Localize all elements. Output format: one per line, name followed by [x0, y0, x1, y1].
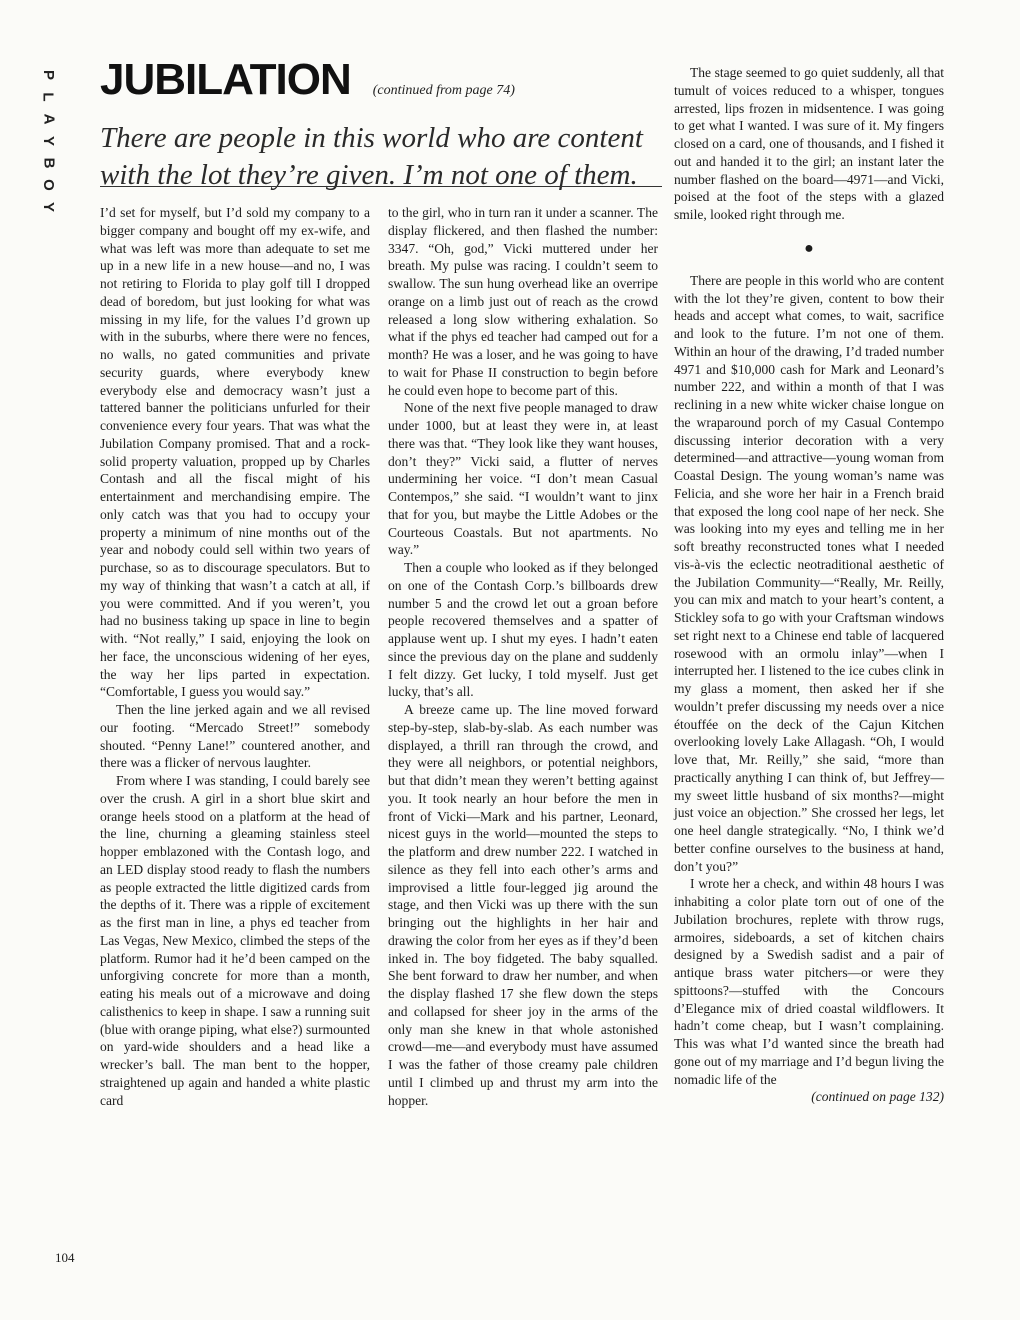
magazine-letter: Y [39, 201, 57, 213]
paragraph: The stage seemed to go quiet suddenly, all that tumult of voices reduced to a whisper, tongues arrested, lips frozen in midsentence. I was going to get what I wanted. I was sure of it. My fingers closed on a card, one of thousands, and I fished it out and handed it to the girl; an instant later the number flashed on the board—4971—and Vicki, poised at the foot of the steps with a glazed smile, looked right through me. [674, 65, 944, 222]
text-column-1 [100, 204, 370, 1109]
paragraph: Then the line jerked again and we all revised our footing. “Mercado Street!” somebody shouted. “Penny Lane!” countered another, and there was a flicker of nervous laughter. [100, 702, 370, 771]
paragraph: None of the next five people managed to draw under 1000, but at least they were in, at least there was that. “They look like they want houses, don’t they?” Vicki said, a flutter of nerves undermining her voice. “I don’t mean Casual Contempos,” she said. “I wouldn’t want to jinx that for you, but maybe the Little Adobes or the Courteous Coastals. But not apartments. No way.” [388, 400, 658, 558]
magazine-letter: B [40, 157, 57, 169]
magazine-letter: O [39, 179, 57, 191]
magazine-letter: Y [39, 135, 57, 147]
paragraph: I’d set for myself, but I’d sold my company to a bigger company and bought off my ex-wife, and what was left was more than adequate to set me up in a new life in a new house—and no, I was not retiring to Florida to play golf till I dropped dead of boredom, but just looking for what was missing in my life, for the values I’d grown up with in the suburbs, where there were no fences, no walls, no gated communities and private security guards, where everybody knew everybody else and democracy wasn’t just a tattered banner the politicians unfurled for their convenience every four years. That was what the Jubilation Company promised. That and a rock-solid property valuation, propped up by Charles Contash and all the fiscal might of his entertainment and merchandising empire. The only catch was that you had to occupy your property a minimum of nine months out of the year and nobody could sell within two years of purchase, so as to discourage speculators. But to my way of thinking that wasn’t a catch at all, if you were committed. And if you weren’t, you had no business taking up space in line to begin with. “Not really,” I said, enjoying the look on her face, the unconscious widening of her eyes, the way her lips parted in expectation. “Comfortable, I guess you would say.” [100, 205, 370, 700]
text-column-3 [674, 64, 944, 1106]
title-row [100, 56, 660, 104]
paragraph: There are people in this world who are content with the lot they’re given, content to bow their heads and accept what comes, to wait, sacrifice and look to the future. I’m not one of them. Within an hour of the drawing, I’d traded number 4971 and $10,000 cash for Mark and Leonard’s number 222, and within a month of that I was reclining in a new white wicker chaise longue on the wraparound porch of my Casual Contempo discussing interior decoration with a very determined—and attractive—young woman from Coastal Design. The young woman’s name was Felicia, and she wore her hair in a French braid that exposed the long cool nape of her neck. She was looking into my eyes and telling me in her soft breathy reconstructed tones what I needed vis-à-vis the eclectic neotraditional aesthetic of the Jubilation Community—“Really, Mr. Reilly, you can mix and match to your heart’s content, a Stickley sofa to go with your Craftsman windows set right next to a Chinese end table of lacquered rosewood with an ormolu inlay”—when I interrupted her. I listened to the ice cubes clink in my glass a moment, then asked her if she wouldn’t prefer discussing my needs over a nice étouffée on the deck of the Cajun Kitchen overlooking lovely Lake Allagash. “Oh, I would love that, Mr. Reilly,” she said, “more than practically anything I can think of, but Jeffrey—my sweet little husband of six months?—might just voice an objection.” She crossed her legs, let one heel dangle strategically. “No, I think we’d better confine ourselves to the business at hand, don’t you?” [674, 272, 944, 874]
article-header [100, 56, 660, 194]
pull-quote-deck: There are people in this world who are content with the lot they’re given. I’m not one of them. [100, 122, 643, 191]
continued-on-note: (continued on page 132) [811, 1089, 944, 1105]
page-number: 104 [55, 1250, 75, 1265]
header-divider [100, 186, 662, 187]
paragraph: From where I was standing, I could barely see over the crush. A girl in a short blue skirt and orange heels stood on a platform at the head of the line, churning a gleaming stainless steel hopper emblazoned with the Contash logo, and an LED display stood ready to flash the numbers as people extracted the little digitized cards from the depths of it. There was a ripple of excitement as the first man in line, a phys ed teacher from Las Vegas, New Mexico, climbed the steps of the platform. Rumor had it he’d been camped on the unforgiving concrete for more than a month, eating his meals out of a microwave and doing calisthenics to keep in shape. I saw a running suit (blue with orange piping, what else?) surmounted on yard-wide shoulders and a head like a wrecker’s ball. The man bent to the hopper, straightened up again and handed a white plastic card [100, 773, 370, 1108]
article-title: JUBILATION [100, 55, 351, 104]
magazine-name-vertical [36, 64, 60, 218]
magazine-letter: P [39, 69, 57, 81]
magazine-letter: A [40, 113, 57, 125]
paragraph: Then a couple who looked as if they belonged on one of the Contash Corp.’s billboards drew number 5 and the crowd let out a groan before people recovered themselves and a spatter of applause went up. I shut my eyes. I hadn’t eaten since the previous day on the plane and suddenly I felt dizzy. Get lucky, I told myself. Just get lucky, that’s all. [388, 560, 658, 700]
magazine-letter: L [39, 92, 57, 102]
text-column-2 [388, 204, 658, 1109]
paragraph: A breeze came up. The line moved forward step-by-step, slab-by-slab. As each number was displayed, a thrill ran through the crowd, and they were all neighbors, or potential neighbors, but that didn’t mean they weren’t betting against you. It took nearly an hour before the men in front of Vicki—Mark and his partner, Leonard, nicest guys in the world—mounted the steps to the platform and drew number 222. I watched in silence as they fell into each other’s arms and improvised a little four-legged jig around the stage, and then Vicki was up there with the sun bringing out the highlights in her hair and drawing the color from her eyes as if they’d been inked in. The boy fidgeted. The baby squalled. She bent forward to draw her number, and when the display flashed 17 she flew down the steps and collapsed for sheer joy in the arms of the only man she knew in that whole astonished crowd—me—and everybody must have assumed I was the father of those creamy pale children until I climbed up and thrust my arm into the hopper. [388, 702, 658, 1108]
section-break-bullet: ● [804, 239, 814, 257]
continued-from-note: (continued from page 74) [372, 83, 515, 98]
paragraph: to the girl, who in turn ran it under a scanner. The display flickered, and then flashed the number: 3347. “Oh, god,” Vicki muttered under her breath. My pulse was racing. I couldn’t seem to swallow. The sun hung overhead like an overripe orange on a limb just out of reach as the crowd released a long slow withering exhalation. So what if the phys ed teacher had camped out for a month? He was a loser, and he was going to have to wait for Phase II construction to begin before he could even hope to become part of this. [388, 205, 658, 398]
paragraph: I wrote her a check, and within 48 hours I was inhabiting a color plate torn out of one of the Jubilation brochures, replete with throw rugs, armoires, sideboards, a set of kitchen chairs designed by a Swedish sadist and a pair of antique brass water pitchers—or were they spittoons?—stuffed with the Concours d’Elegance mix of dried coastal wildflowers. It hadn’t come cheap, but I wasn’t complaining. This was what I’d wanted since the breath had gone out of my marriage and I’d begun living the nomadic life of the [674, 876, 944, 1087]
